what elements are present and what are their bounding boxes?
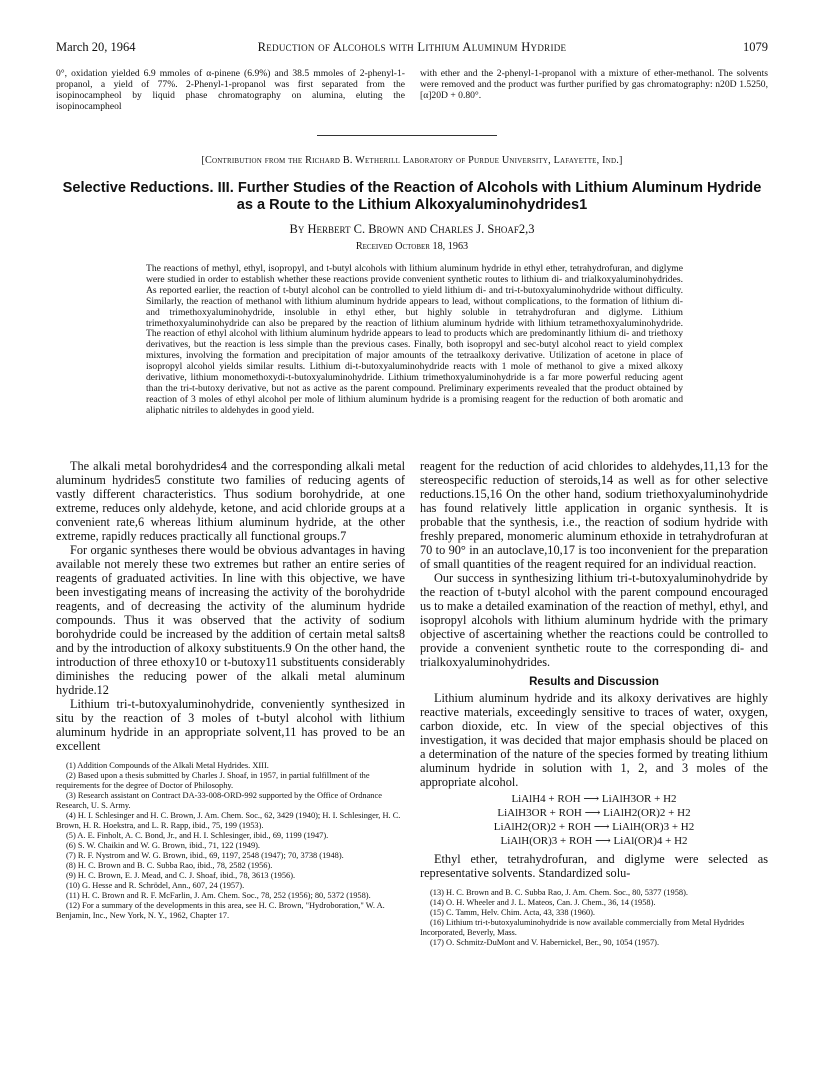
footnote: (12) For a summary of the developments in this area, see H. C. Brown, "Hydroboration," W. A. Benjamin, Inc., New York, N. Y., 1962, Chapter 17. bbox=[56, 901, 385, 920]
footnote: (1) Addition Compounds of the Alkali Metal Hydrides. XIII. bbox=[66, 761, 269, 770]
received-date: Received October 18, 1963 bbox=[355, 241, 469, 252]
footnote: (13) H. C. Brown and B. C. Subba Rao, J. Am. Chem. Soc., 80, 5377 (1958). bbox=[430, 888, 688, 897]
left-paragraph-2: For organic syntheses there would be obvious advantages in having available not merely these two extremes but rather an entire series of reagents of graduated activities. In line with this objective, we have been investigating means of increasing the activity of the borohydride reagents, and of decreasing the activity of the aluminum hydride compounds. Thus it was observed that the activity of sodium borohydride could be increased by the addition of certain metal salts8 and by the introduction of alkoxy substituents.9 On the other hand, the introduction of three ethoxy10 or t-butoxy11 substituents considerably diminishes the reducing power of the alkali metal aluminum hydride.12 bbox=[56, 543, 405, 697]
prev-article-right: with ether and the 2-phenyl-1-propanol with a mixture of ether-methanol. The solvents were removed and the product was further purified by gas chromatography: n20D 1.5250, [α]20D + 0.80°. bbox=[420, 68, 768, 101]
author-line: By Herbert C. Brown and Charles J. Shoaf2,3 bbox=[289, 222, 535, 236]
separator-rule bbox=[317, 135, 497, 136]
right-footnotes bbox=[420, 888, 768, 948]
footnote: (17) O. Schmitz-DuMont and V. Habernickel, Ber., 90, 1054 (1957). bbox=[430, 938, 660, 947]
abstract: The reactions of methyl, ethyl, isopropyl, and t-butyl alcohols with lithium aluminum hydride in ethyl ether, tetrahydrofuran, and diglyme were studied in order to establish whether these reactions provide convenient synthetic routes to lithium di- and trialkoxyaluminohydrides. As reported earlier, the reaction of t-butyl alcohol can be controlled to yield lithium di- and tri-t-butoxyaluminohydride without difficulty. Similarly, the reaction of methanol with lithium aluminum hydride appears to lead, without complications, to the formation of lithium di- and trimethoxyaluminohydride, insoluble in ethyl ether, but highly soluble in tetrahydrofuran and diglyme. Lithium trimethoxyaluminohydride can also be prepared by the reaction of lithium aluminum hydride with lithium tetramethoxyaluminohydride. The reaction of ethyl alcohol with lithium aluminum hydride appears to lead to products which are predominantly lithium di- and triethoxy derivatives, but the reaction is less simple than the previous cases. Finally, both isopropyl and sec-butyl alcohol react to yield complex mixtures, involving the formation and precipitation of major amounts of the tetraalkoxy derivative. Utilization of acetone in place of isopropyl alcohol yields similar results. Lithium di-t-butoxyaluminohydride reacts with 1 mole of methanol to give a mixed alkoxy derivative, lithium monomethoxydi-t-butoxyaluminohydride. Lithium trimethoxyaluminohydride is a far more powerful reducing agent than the tri-t-butoxy derivative, but not as active as the parent compound. Preliminary experiments revealed that the product obtained by reaction of 3 moles of ethyl alcohol per mole of lithium aluminum hydride is a promising reagent for the reduction of both aromatic and aliphatic nitriles to aldehydes in good yield. bbox=[146, 263, 683, 416]
right-paragraph-4: Ethyl ether, tetrahydrofuran, and diglyme were selected as representative solvents. Standardized solu- bbox=[420, 852, 768, 880]
footnote: (14) O. H. Wheeler and J. L. Mateos, Can. J. Chem., 36, 14 (1958). bbox=[430, 898, 656, 907]
header-date: March 20, 1964 bbox=[56, 40, 136, 54]
footnote: (16) Lithium tri-t-butoxyaluminohydride is now available commercially from Metal Hydrides Incorporated, Beverly, Mass. bbox=[420, 918, 745, 937]
right-paragraph-1: reagent for the reduction of acid chlorides to aldehydes,11,13 for the stereospecific reduction of steroids,14 as well as for other selective reductions.15,16 On the other hand, sodium triethoxyaluminohydride has found relatively little application in organic synthesis. It is probable that the synthesis, i.e., the reaction of sodium hydride with freshly prepared, monomeric aluminum ethoxide in tetrahydrofuran at 70 to 90° in an autoclave,10,17 is too inconvenient for the preparation of small quantities of the reagent required for an individual reaction. bbox=[420, 459, 768, 571]
equation: LiAlH3OR + ROH ⟶ LiAlH2(OR)2 + H2 bbox=[497, 807, 691, 819]
section-heading: Results and Discussion bbox=[529, 676, 659, 688]
footnote: (4) H. I. Schlesinger and H. C. Brown, J. Am. Chem. Soc., 62, 3429 (1940); H. I. Schlesinger, H. C. Brown, H. R. Hoekstra, and L. R. Rapp, ibid., 75, 199 (1953). bbox=[56, 811, 401, 830]
footnote: (5) A. E. Finholt, A. C. Bond, Jr., and H. I. Schlesinger, ibid., 69, 1199 (1947). bbox=[66, 831, 329, 840]
footnote: (11) H. C. Brown and R. F. McFarlin, J. Am. Chem. Soc., 78, 252 (1956); 80, 5372 (1958). bbox=[66, 891, 371, 900]
article-title: Selective Reductions. III. Further Studies of the Reaction of Alcohols with Lithium Aluminum Hydride as a Route to the Lithium Alkoxyaluminohydrides1 bbox=[62, 180, 762, 213]
reaction-equations bbox=[420, 792, 768, 848]
right-paragraph-3: Lithium aluminum hydride and its alkoxy derivatives are highly reactive materials, exceedingly sensitive to traces of water, oxygen, carbon dioxide, etc. In view of the special objectives of this investigation, it was decided that major emphasis should be placed on a determination of the nature of the species formed by treating lithium aluminum hydride in solution with 1, 2, and 3 moles of the appropriate alcohol. bbox=[420, 691, 768, 789]
equation: LiAlH4 + ROH ⟶ LiAlH3OR + H2 bbox=[511, 793, 677, 805]
footnote: (6) S. W. Chaikin and W. G. Brown, ibid., 71, 122 (1949). bbox=[66, 841, 261, 850]
footnote: (3) Research assistant on Contract DA-33-008-ORD-992 supported by the Office of Ordnance Research, U. S. Army. bbox=[56, 791, 382, 810]
left-paragraph-1: The alkali metal borohydrides4 and the corresponding alkali metal aluminum hydrides5 constitute two families of reducing agents of vastly different characteristics. Thus sodium borohydride, at one extreme, reduces only aldehyde, ketone, and acid chloride groups at a convenient rate,6 whereas lithium aluminum hydride, at the other extreme, rapidly reduces practically all functional groups.7 bbox=[56, 459, 405, 543]
footnote: (9) H. C. Brown, E. J. Mead, and C. J. Shoaf, ibid., 78, 3613 (1956). bbox=[66, 871, 296, 880]
left-footnotes bbox=[56, 761, 405, 921]
footnote: (2) Based upon a thesis submitted by Charles J. Shoaf, in 1957, in partial fulfillment of the requirements for the degree of Doctor of Philosophy. bbox=[56, 771, 370, 790]
right-column bbox=[420, 459, 768, 948]
right-paragraph-2: Our success in synthesizing lithium tri-t-butoxyaluminohydride by the reaction of t-butyl alcohol with the parent compound encouraged us to make a detailed examination of the reaction of methyl, ethyl, and isopropyl alcohols with lithium aluminum hydride with the primary objective of ascertaining whether the reactions could be controlled to provide a convenient synthetic route to the corresponding di- and trialkoxyaluminohydrides. bbox=[420, 571, 768, 669]
footnote: (7) R. F. Nystrom and W. G. Brown, ibid., 69, 1197, 2548 (1947); 70, 3738 (1948). bbox=[66, 851, 344, 860]
left-column bbox=[56, 459, 405, 921]
footnote: (8) H. C. Brown and B. C. Subba Rao, ibid., 78, 2582 (1956). bbox=[66, 861, 273, 870]
prev-article-left: 0°, oxidation yielded 6.9 mmoles of α-pinene (6.9%) and 38.5 mmoles of 2-phenyl-1-propanol, a yield of 77%. 2-Phenyl-1-propanol was first separated from the isopinocampheol by liquid phase chromatography on alumina, eluting the isopinocampheol bbox=[56, 68, 405, 112]
footnote: (15) C. Tamm, Helv. Chim. Acta, 43, 338 (1960). bbox=[430, 908, 596, 917]
header-running-title: Reduction of Alcohols with Lithium Aluminum Hydride bbox=[257, 40, 567, 54]
equation: LiAlH(OR)3 + ROH ⟶ LiAl(OR)4 + H2 bbox=[500, 835, 688, 847]
left-paragraph-3: Lithium tri-t-butoxyaluminohydride, conveniently synthesized in situ by the reaction of 3 moles of t-butyl alcohol with lithium aluminum hydride in an appropriate solvent,11 has proved to be an excellent bbox=[56, 697, 405, 753]
header-page-number: 1079 bbox=[743, 40, 768, 54]
contribution-line: [Contribution from the Richard B. Wetherill Laboratory of Purdue University, Lafayette, Ind.] bbox=[201, 155, 623, 166]
equation: LiAlH2(OR)2 + ROH ⟶ LiAlH(OR)3 + H2 bbox=[493, 821, 695, 833]
footnote: (10) G. Hesse and R. Schrödel, Ann., 607, 24 (1957). bbox=[66, 881, 245, 890]
